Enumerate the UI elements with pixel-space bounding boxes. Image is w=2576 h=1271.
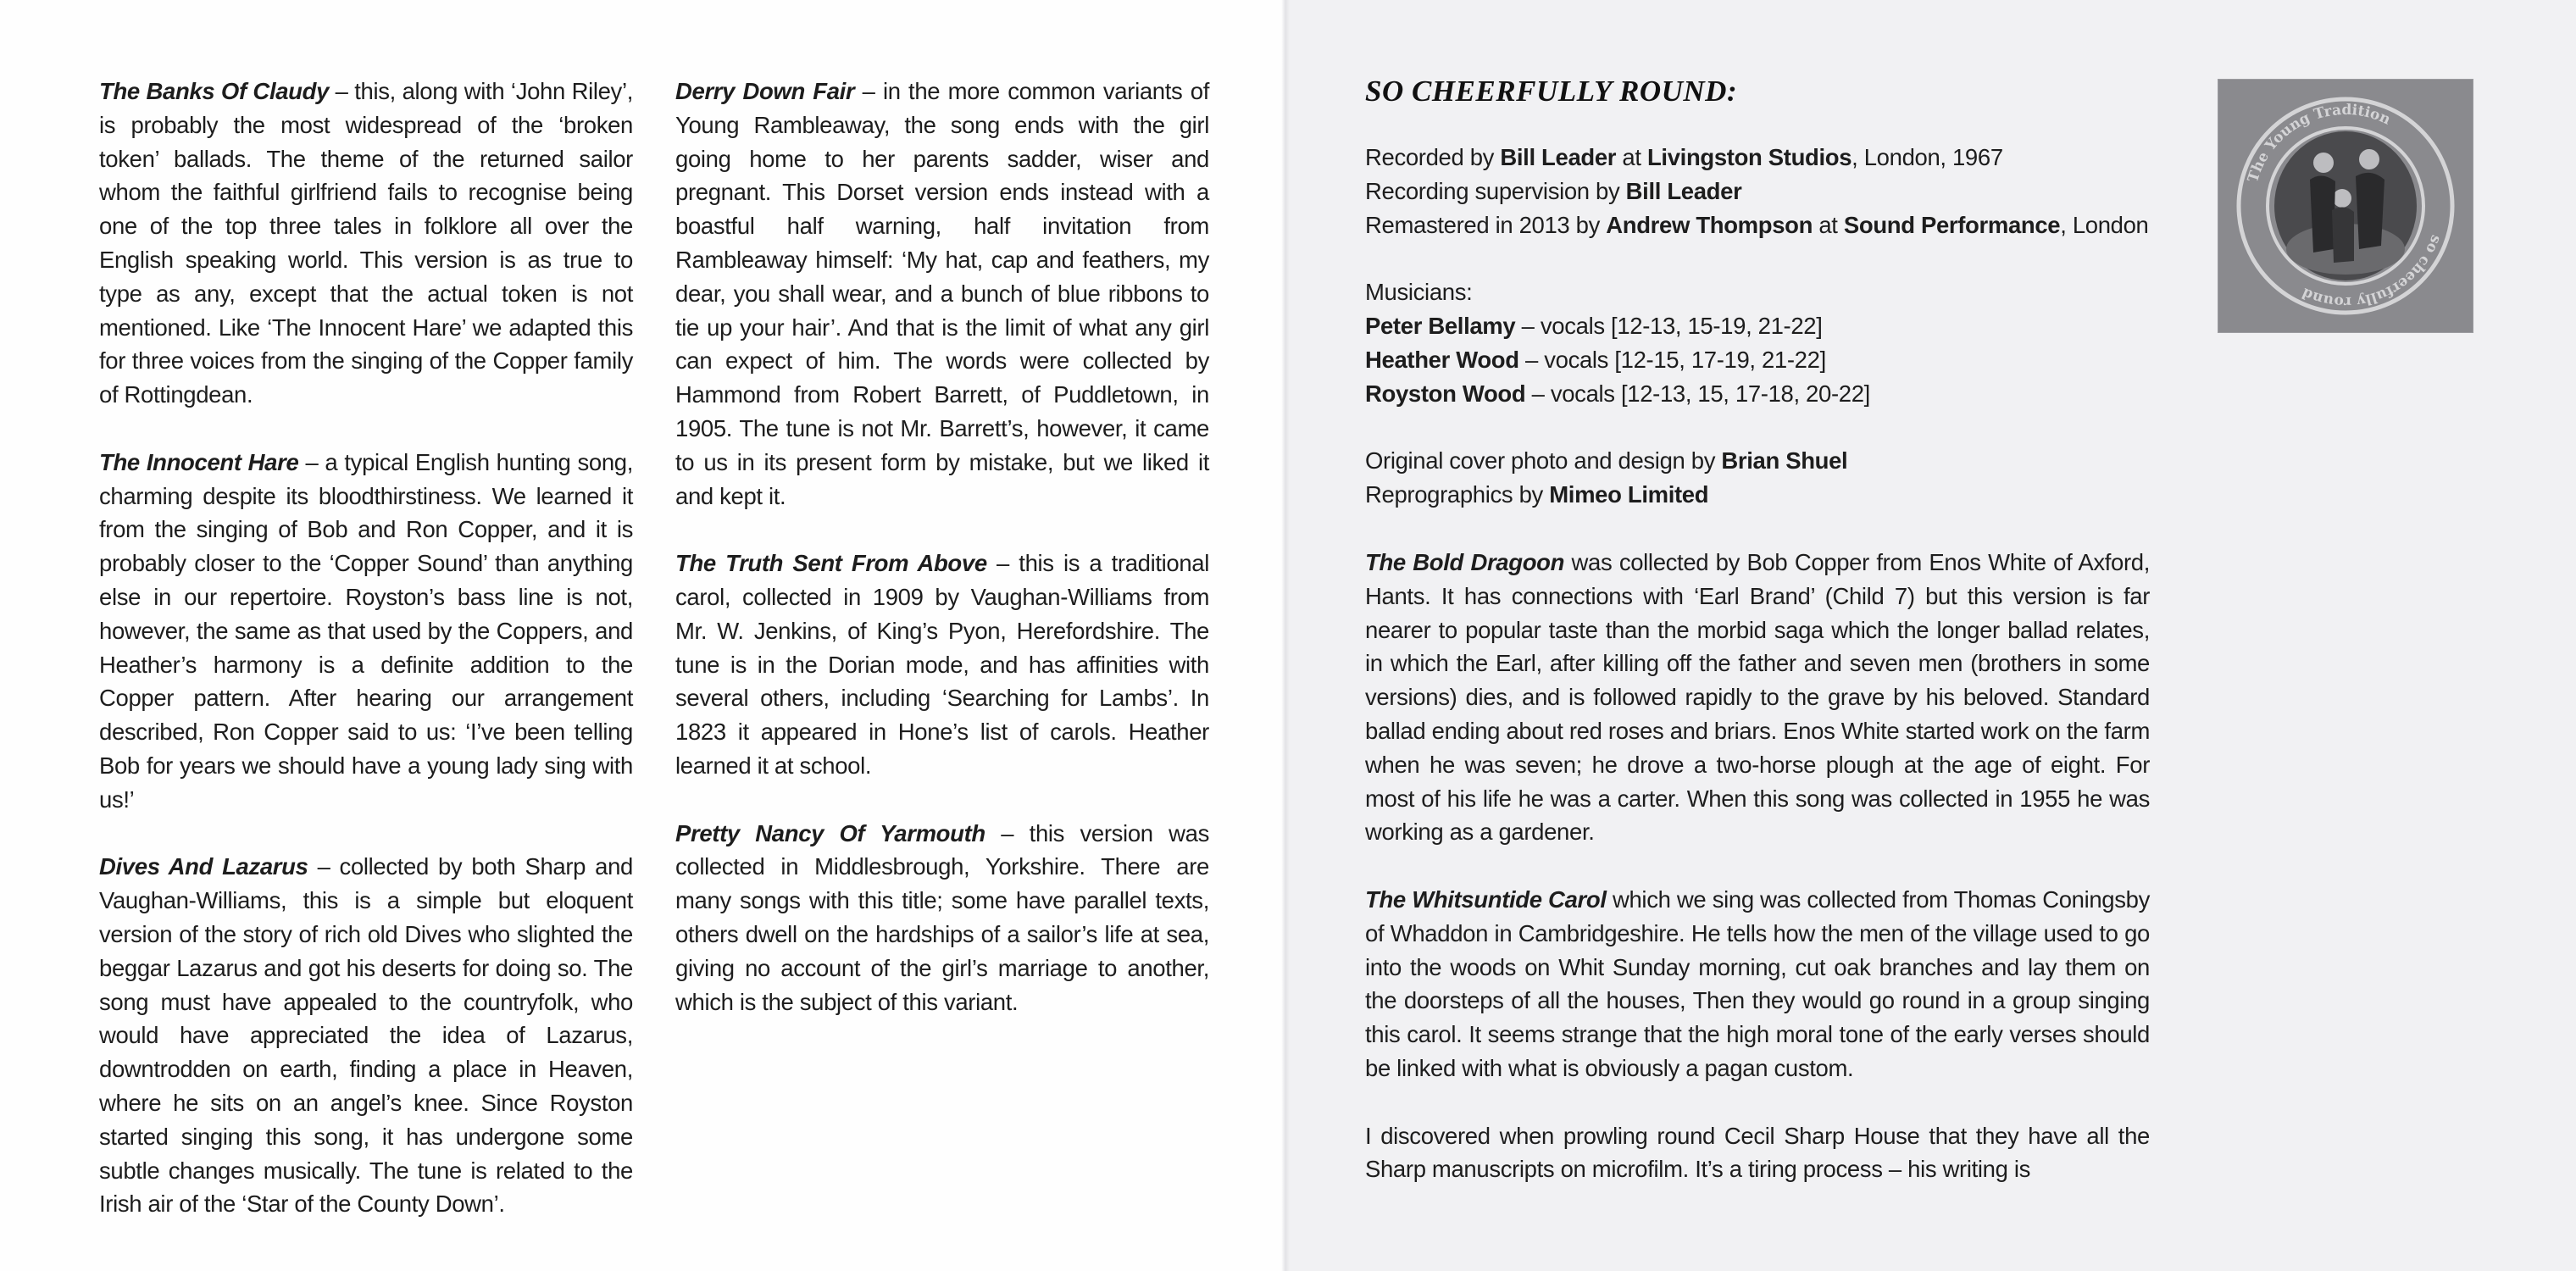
paragraph-text: I discovered when prowling round Cecil Sharp House that they have all the Sharp manuscripts on microfilm. It’s a tiring process – his writing is (1365, 1122, 2150, 1183)
credit-text: , London, 1967 (1852, 144, 2003, 170)
song-title: The Bold Dragoon (1365, 549, 1565, 575)
booklet-fold (1281, 0, 1290, 1271)
song-note-derry-down-fair (675, 75, 1209, 513)
song-title: Dives And Lazarus (99, 853, 308, 880)
musician-name: Heather Wood (1365, 346, 1519, 373)
album-heading: SO CHEERFULLY ROUND: (1365, 75, 1738, 108)
figure-head (2359, 149, 2379, 169)
song-title: The Innocent Hare (99, 448, 299, 475)
spacer (1365, 241, 2179, 275)
musician-name: Peter Bellamy (1365, 312, 1516, 339)
credit-remastered (1365, 208, 2179, 242)
credit-supervision (1365, 175, 2179, 208)
credit-text: Recorded by (1365, 144, 1501, 170)
credit-person: Andrew Thompson (1606, 211, 1813, 238)
credit-person: Brian Shuel (1721, 447, 1848, 475)
song-note-whitsuntide-carol (1365, 883, 2150, 1085)
credit-text: at (1616, 144, 1647, 170)
song-note-pretty-nancy-of-yarmouth (675, 817, 1209, 1019)
song-note-dives-and-lazarus (99, 850, 633, 1221)
credit-text: Recording supervision by (1365, 177, 1626, 204)
credit-company: Mimeo Limited (1549, 480, 1709, 508)
song-note-bold-dragoon (1365, 546, 2150, 849)
song-description: – a typical English hunting song, charming despite its bloodthirstiness. We learned it from the singing of Bob and Ron Copper, and it is probably closer to the ‘Copper Sound’ than anything else in our repertoire. Royston’s bass line is not, however, the same as that used by the Coppers, and Heather’s harmony is a definite addition to the Copper pattern. After hearing our arrangement described, Ron Copper said to us: ‘I’ve been telling Bob for years we should have a young lady sing with us!’ (99, 448, 633, 813)
album-credits (1365, 141, 2179, 512)
musician-name: Royston Wood (1365, 380, 1526, 407)
album-cover-thumbnail (2218, 79, 2473, 333)
song-title: The Banks Of Claudy (99, 78, 330, 104)
credit-text: Reprographics by (1365, 480, 1550, 508)
musician-detail: – vocals [12-13, 15-19, 21-22] (1515, 312, 1823, 339)
credit-person: Bill Leader (1500, 144, 1617, 170)
song-description: which we sing was collected from Thomas Coningsby of Whaddon in Cambridgeshire. He tells how the men of the village used to go into the woods on Whit Sunday morning, cut oak branches and lay them on the doorsteps of all the houses, Then they would go round in a group singing this carol. It seems strange that the high moral tone of the early verses should be linked with what is obviously a pagan custom. (1365, 885, 2150, 1081)
credit-person: Bill Leader (1625, 177, 1742, 204)
song-title: Pretty Nancy Of Yarmouth (675, 819, 985, 846)
musician-heather-wood (1365, 343, 2179, 377)
credit-studio: Sound Performance (1843, 211, 2061, 238)
musician-detail: – vocals [12-13, 15, 17-18, 20-22] (1525, 380, 1870, 407)
left-column-1 (99, 75, 633, 1255)
figure-body (2356, 173, 2384, 249)
figure-body (2332, 207, 2354, 263)
musician-peter-bellamy (1365, 309, 2179, 343)
right-column-notes (1365, 546, 2150, 1220)
musician-detail: – vocals [12-15, 17-19, 21-22] (1518, 346, 1826, 373)
credit-reprographics (1365, 478, 2179, 512)
figure-head (2313, 153, 2334, 173)
note-cecil-sharp-house (1365, 1119, 2150, 1187)
credit-cover-design (1365, 444, 2179, 478)
song-note-innocent-hare (99, 446, 633, 817)
album-cover-art (2218, 80, 2473, 332)
figure-body (2310, 175, 2335, 253)
ring-lettering-bottom: so cheerfully round (2299, 232, 2445, 311)
credit-text: Remastered in 2013 by (1365, 211, 1607, 238)
song-description: – this, along with ‘John Riley’, is probably the most widespread of the ‘broken token’ ballads. The theme of the returned sailor whom the faithful girlfriend fails to recognise being one of the top three tales in folklore all over the English speaking world. This version is as true to type as any, except that the actual token is not mentioned. Like ‘The Innocent Hare’ we adapted this for three voices from the singing of the Copper family of Rottingdean. (99, 78, 633, 408)
credit-studio: Livingston Studios (1646, 144, 1852, 170)
song-title: Derry Down Fair (675, 78, 855, 104)
song-description: – collected by both Sharp and Vaughan-Williams, this is a simple but eloquent version of the story of rich old Dives who slighted the beggar Lazarus and got his deserts for doing so. The song must have appealed to the countryfolk, who would have appreciated the idea of Lazarus, downtrodden on earth, finding a place in Heaven, where he sits on an angel’s knee. Since Royston started singing this song, it has undergone some subtle changes musically. The tune is related to the Irish air of the ‘Star of the County Down’. (99, 853, 633, 1218)
credit-text: Original cover photo and design by (1365, 447, 1722, 475)
left-column-2 (675, 75, 1209, 1052)
musicians-label: Musicians: (1365, 279, 1473, 306)
song-description: – this is a traditional carol, collected in 1909 by Vaughan-Williams from Mr. W. Jenkins, of King’s Pyon, Herefordshire. The tune is in the Dorian mode, and has affinities with several others, including ‘Searching for Lambs’. In 1823 it appeared in Hone’s list of carols. Heather learned it at school. (675, 550, 1209, 779)
song-title: The Whitsuntide Carol (1365, 885, 1607, 913)
credit-recorded-by (1365, 141, 2179, 175)
spacer (1365, 410, 2179, 444)
ring-lettering-top: The Young Tradition (2244, 101, 2394, 185)
musician-royston-wood (1365, 377, 2179, 411)
song-description: – in the more common variants of Young Rambleaway, the song ends with the girl going home to her parents sadder, wiser and pregnant. This Dorset version ends instead with a boastful half warning, half invitation from Rambleaway himself: ‘My hat, cap and feathers, my dear, you shall wear, and a bunch of blue ribbons to tie up your hair’. And that is the limit of what any girl can expect of him. The words were collected by Hammond from Robert Barrett, of Puddletown, in 1905. The tune is not Mr. Barrett’s, however, it came to us in its present form by mistake, but we liked it and kept it. (675, 78, 1209, 509)
song-description: – this version was collected in Middlesbrough, Yorkshire. There are many songs with this title; some have parallel texts, others dwell on the hardships of a sailor’s life at sea, giving no account of the girl’s marriage to another, which is the subject of this variant. (675, 819, 1209, 1015)
credit-text: at (1813, 211, 1844, 238)
song-note-banks-of-claudy (99, 75, 633, 412)
song-description: was collected by Bob Copper from Enos White of Axford, Hants. It has connections with ‘Earl Brand’ (Child 7) but this version is far nearer to popular taste than the morbid saga which the longer ballad relates, in which the Earl, after killing off the father and seven men (brothers in some versions) dies, and is followed rapidly to the grave by his beloved. Standard ballad ending about red roses and briars. Enos White started work on the farm when he was seven; he drove a two-horse plough at the age of eight. For most of his life he was a carter. When this song was collected in 1955 he was working as a gardener. (1365, 549, 2151, 846)
song-note-truth-sent-from-above (675, 547, 1209, 783)
credit-text: , London (2060, 211, 2149, 238)
figure-head (2333, 189, 2351, 208)
song-title: The Truth Sent From Above (675, 550, 987, 577)
